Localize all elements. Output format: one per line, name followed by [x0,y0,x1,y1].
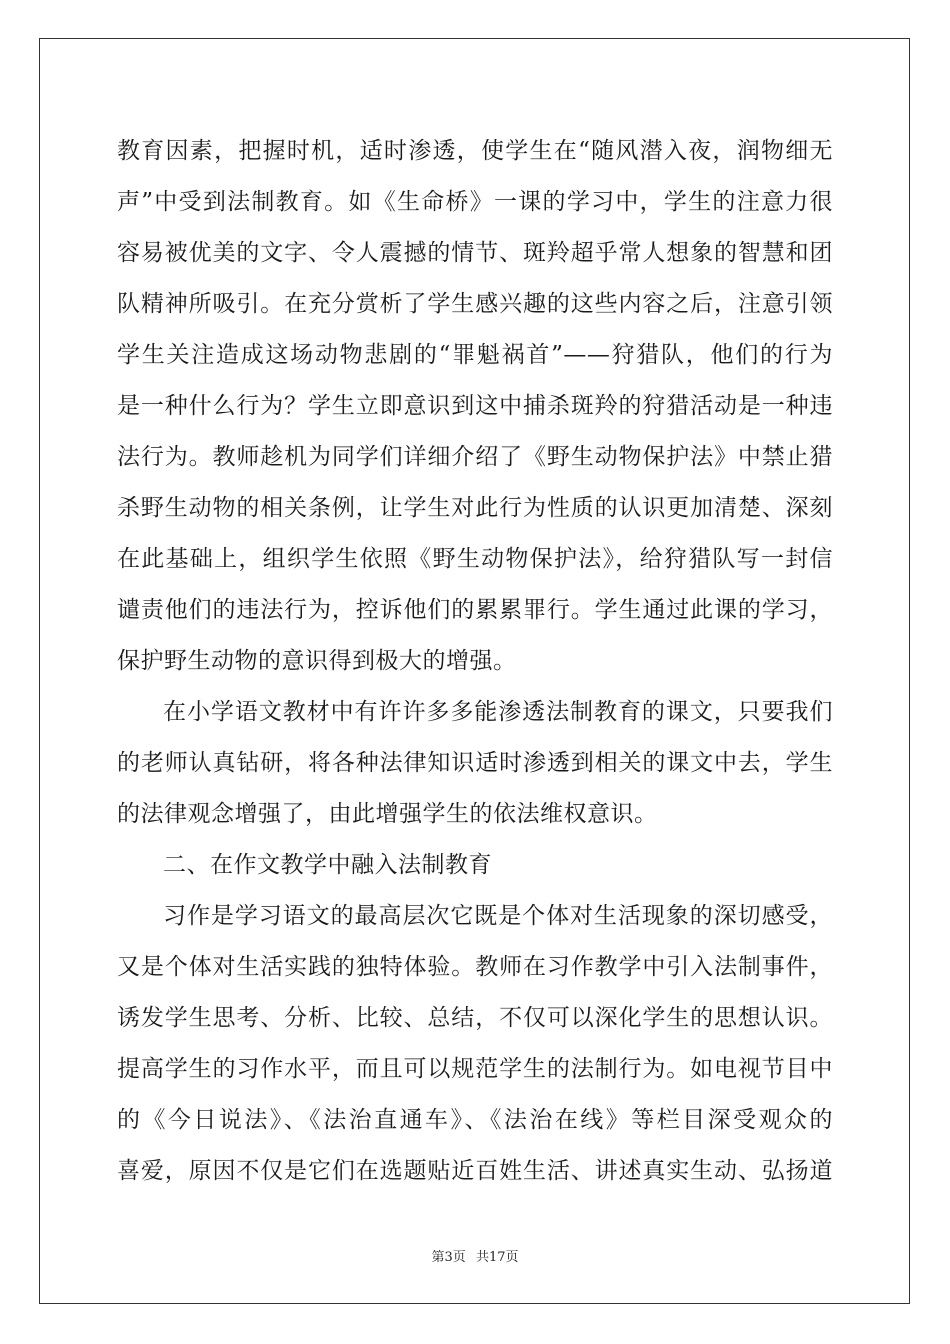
text-line: 提高学生的习作水平，而且可以规范学生的法制行为。如电视节目中 [117,1056,833,1082]
text-line: 是一种什么行为？学生立即意识到这中捕杀斑羚的狩猎活动是一种违 [117,393,833,419]
text-line: 法行为。教师趁机为同学们详细介绍了《野生动物保护法》中禁止猎 [117,444,833,470]
text-line: 的法律观念增强了，由此增强学生的依法维权意识。 [117,801,658,827]
text-line: 保护野生动物的意识得到极大的增强。 [117,648,517,674]
document-body [117,126,833,1197]
text-line: 杀野生动物的相关条例，让学生对此行为性质的认识更加清楚、深刻 [117,495,833,521]
page-footer [0,1246,950,1265]
page-number: 第3页 [431,1250,466,1265]
text-line: 二、在作文教学中融入法制教育 [163,852,492,878]
page-total: 共17页 [475,1250,519,1265]
text-line: 容易被优美的文字、令人震撼的情节、斑羚超乎常人想象的智慧和团 [117,240,833,266]
text-line: 习作是学习语文的最高层次它既是个体对生活现象的深切感受， [163,903,833,929]
text-line: 声”中受到法制教育。如《生命桥》一课的学习中，学生的注意力很 [117,189,833,215]
text-line: 喜爱，原因不仅是它们在选题贴近百姓生活、讲述真实生动、弘扬道 [117,1158,833,1184]
text-line: 教育因素，把握时机，适时渗透，使学生在“随风潜入夜，润物细无 [117,138,833,164]
text-line: 又是个体对生活实践的独特体验。教师在习作教学中引入法制事件， [117,954,833,980]
text-line: 学生关注造成这场动物悲剧的“罪魁祸首”——狩猎队，他们的行为 [117,342,833,368]
text-line: 在此基础上，组织学生依照《野生动物保护法》，给狩猎队写一封信 [117,546,833,572]
text-line: 的《今日说法》、《法治直通车》、《法治在线》等栏目深受观众的 [117,1107,833,1133]
text-line: 在小学语文教材中有许许多多能渗透法制教育的课文，只要我们 [163,699,833,725]
text-line: 诱发学生思考、分析、比较、总结，不仅可以深化学生的思想认识。 [117,1005,833,1031]
text-line: 谴责他们的违法行为，控诉他们的累累罪行。学生通过此课的学习， [117,597,833,623]
text-line: 队精神所吸引。在充分赏析了学生感兴趣的这些内容之后，注意引领 [117,291,833,317]
text-line: 的老师认真钻研，将各种法律知识适时渗透到相关的课文中去，学生 [117,750,833,776]
